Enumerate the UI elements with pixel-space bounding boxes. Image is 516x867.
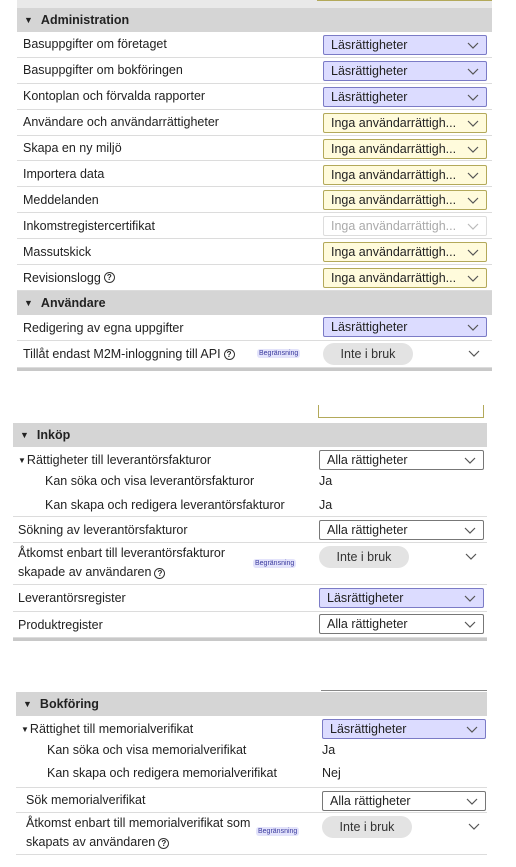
chevron-down-icon[interactable] [464, 549, 478, 563]
select-value: Läsrättigheter [331, 89, 408, 104]
permission-row [16, 788, 487, 813]
select-value: Inga användarrättigh... [331, 245, 457, 260]
caret-down-icon: ▼ [20, 430, 29, 440]
select-value: Inga användarrättigh... [331, 193, 457, 208]
section-title: Administration [40, 13, 130, 27]
chevron-down-icon [466, 90, 480, 104]
section-header-inkop[interactable] [13, 423, 487, 447]
select-value: Alla rättigheter [327, 523, 408, 537]
permission-select[interactable] [323, 139, 487, 159]
sub-permission-label: Kan söka och visa memorialverifikat [47, 743, 247, 757]
permission-label: Leverantörsregister [18, 591, 126, 605]
permission-select [323, 216, 487, 236]
top-edge [17, 0, 492, 8]
sub-permission-value: Ja [319, 498, 333, 512]
bokforing-panel [16, 684, 487, 867]
select-value: Inga användarrättigh... [331, 219, 457, 234]
chevron-down-icon [463, 523, 477, 537]
sub-permission-value: Nej [322, 766, 341, 780]
permission-label: Produktregister [18, 617, 103, 632]
section-header-anvandare[interactable] [17, 291, 492, 315]
permission-row [17, 187, 492, 213]
select-value: Läsrättigheter [331, 63, 408, 78]
previous-select-edge [318, 417, 484, 418]
select-value: Läsrättigheter [327, 591, 404, 605]
inkop-panel [13, 405, 487, 645]
yellow-edge [318, 405, 319, 418]
permission-label: Användare och användarrättigheter [23, 115, 219, 130]
permission-row [16, 716, 487, 788]
permission-select[interactable] [323, 190, 487, 210]
chevron-down-icon[interactable] [467, 819, 481, 833]
section-title: Bokföring [39, 697, 99, 711]
caret-down-icon: ▼ [24, 298, 33, 308]
select-value: Alla rättigheter [327, 617, 408, 631]
chevron-down-icon [466, 142, 480, 156]
permission-row [17, 265, 492, 291]
permission-select[interactable] [319, 450, 484, 470]
inactive-pill[interactable]: Inte i bruk [323, 343, 413, 365]
permission-row [17, 341, 492, 368]
permission-row [17, 84, 492, 110]
permission-label: Basuppgifter om företaget [23, 37, 167, 52]
permission-label: Massutskick [23, 244, 92, 259]
chevron-down-icon [466, 193, 480, 207]
permission-select[interactable] [319, 588, 484, 608]
select-value: Inga användarrättigh... [331, 271, 457, 286]
section-header-administration[interactable] [17, 8, 492, 32]
permission-label: Kontoplan och förvalda rapporter [23, 89, 206, 104]
permission-label: Inkomstregistercertifikat [23, 218, 155, 233]
permission-row [17, 136, 492, 162]
sub-permission-label: Kan skapa och redigera memorialverifikat [47, 766, 277, 780]
permission-label: ▼ Rättigheter till leverantörsfakturor [18, 453, 212, 467]
chevron-down-icon [463, 617, 477, 631]
chevron-down-icon [463, 591, 477, 605]
permission-select[interactable] [319, 614, 484, 634]
caret-down-icon: ▼ [24, 15, 33, 25]
permission-label: Basuppgifter om bokföringen [23, 63, 183, 78]
permission-label: Sökning av leverantörsfakturor [18, 522, 188, 537]
limitation-badge: Begränsning [259, 350, 299, 357]
permission-row [17, 32, 492, 58]
chevron-down-icon [466, 116, 480, 130]
chevron-down-icon [466, 320, 480, 334]
permission-select[interactable] [323, 87, 487, 107]
permission-row [13, 447, 487, 517]
chevron-down-icon [466, 219, 480, 233]
select-value: Inga användarrättigh... [331, 115, 457, 130]
limitation-badge: Begränsning [255, 560, 295, 567]
permission-row [13, 517, 487, 543]
sub-permission-label: Kan söka och visa leverantörsfakturor [45, 474, 255, 488]
permission-row [16, 813, 487, 855]
permission-row [17, 239, 492, 265]
chevron-down-icon [466, 64, 480, 78]
permission-row [13, 543, 487, 585]
select-value: Alla rättigheter [327, 453, 408, 467]
caret-down-icon: ▼ [21, 724, 29, 734]
permission-label: Meddelanden [23, 192, 99, 207]
permission-select[interactable] [323, 242, 487, 262]
section-title: Användare [40, 296, 106, 310]
section-header-bokforing[interactable] [16, 692, 487, 716]
permission-select[interactable] [323, 268, 487, 288]
select-value: Alla rättigheter [330, 794, 411, 808]
sub-permission-value: Ja [322, 743, 336, 757]
sub-permission-value: Ja [319, 474, 333, 488]
previous-select-edge [321, 690, 487, 691]
panel-bottom-border [17, 368, 492, 371]
permission-label: Skapa en ny miljö [23, 141, 122, 156]
chevron-down-icon [466, 271, 480, 285]
chevron-down-icon [466, 38, 480, 52]
permission-label: Åtkomst enbart till leverantörsfakturor [18, 546, 226, 560]
select-value: Inga användarrättigh... [331, 141, 457, 156]
permission-select[interactable] [323, 165, 487, 185]
permission-row [17, 58, 492, 84]
caret-down-icon: ▼ [23, 699, 32, 709]
select-value: Läsrättigheter [330, 722, 407, 736]
yellow-edge [483, 405, 484, 418]
chevron-down-icon [465, 722, 479, 736]
section-title: Inköp [36, 428, 71, 442]
permission-label-line2: skapade av användaren ? [18, 565, 165, 579]
permission-select[interactable] [323, 35, 487, 55]
chevron-down-icon [465, 794, 479, 808]
help-circle-icon[interactable]: ? [224, 349, 235, 360]
permission-label: Sök memorialverifikat [26, 793, 146, 807]
permission-select[interactable] [322, 719, 486, 739]
select-value: Inga användarrättigh... [331, 167, 457, 182]
sub-permission-label: Kan skapa och redigera leverantörsfakturor [45, 498, 285, 512]
chevron-down-icon [466, 245, 480, 259]
permission-label: Åtkomst enbart till memorialverifikat som [26, 816, 251, 830]
select-value: Läsrättigheter [331, 320, 408, 334]
help-circle-icon[interactable]: ? [154, 568, 165, 579]
limitation-badge: Begränsning [258, 828, 298, 835]
previous-select-edge [317, 0, 492, 1]
help-circle-icon[interactable]: ? [104, 272, 115, 283]
permission-label: Redigering av egna uppgifter [23, 320, 184, 335]
administration-panel [17, 0, 492, 372]
inactive-pill[interactable]: Inte i bruk [322, 816, 412, 838]
permission-select[interactable] [323, 113, 487, 133]
permission-label: Tillåt endast M2M-inloggning till API ? [23, 341, 235, 367]
permission-label: Revisionslogg ? [23, 265, 115, 290]
permission-label: Importera data [23, 166, 105, 181]
permission-label: ▼ Rättighet till memorialverifikat [21, 722, 194, 736]
permission-select[interactable] [323, 61, 487, 81]
caret-down-icon: ▼ [18, 455, 26, 465]
permission-row [17, 315, 492, 341]
permission-row [17, 110, 492, 136]
panel-bottom-border [13, 638, 487, 641]
inactive-pill[interactable]: Inte i bruk [319, 546, 409, 568]
permission-label-line2: skapats av användaren ? [26, 835, 169, 849]
chevron-down-icon [463, 453, 477, 467]
permission-select[interactable] [322, 791, 486, 811]
permission-row [13, 612, 487, 638]
select-value: Läsrättigheter [331, 38, 408, 52]
permission-select[interactable] [323, 317, 487, 337]
permission-row [17, 162, 492, 188]
permission-row [13, 585, 487, 612]
help-circle-icon[interactable]: ? [158, 838, 169, 849]
permission-row [17, 213, 492, 239]
permission-select[interactable] [319, 520, 484, 540]
chevron-down-icon [466, 168, 480, 182]
chevron-down-icon[interactable] [467, 346, 481, 360]
